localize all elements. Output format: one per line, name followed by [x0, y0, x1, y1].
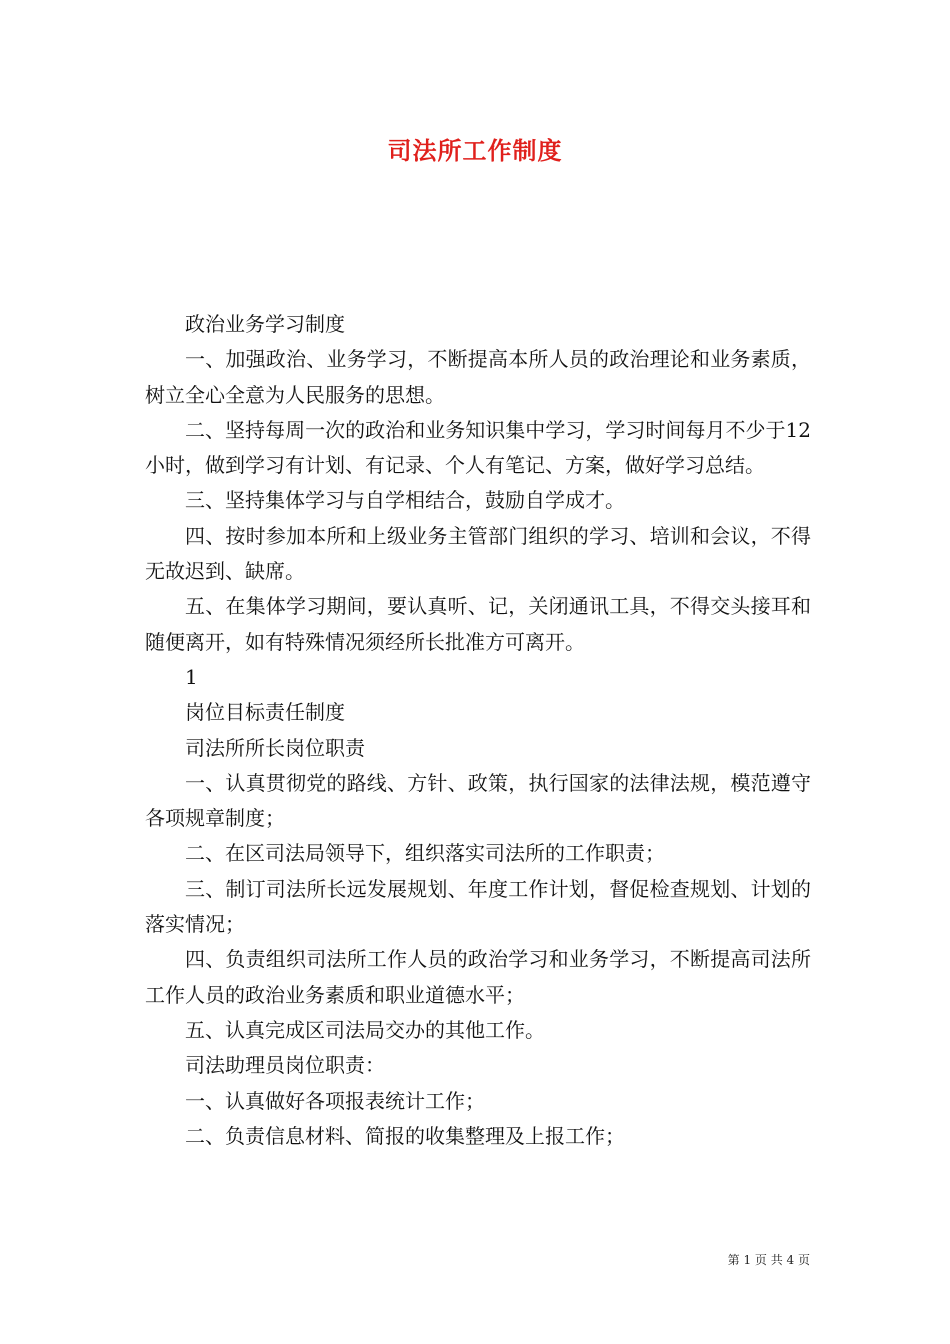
page-footer: 第 1 页 共 4 页 — [727, 1253, 810, 1267]
paragraph: 二、负责信息材料、简报的收集整理及上报工作； — [185, 1123, 625, 1148]
paragraph: 岗位目标责任制度 — [185, 700, 345, 725]
paragraph: 三、制订司法所长远发展规划、年度工作计划，督促检查规划、计划的落实情况； — [145, 876, 811, 937]
paragraph: 四、按时参加本所和上级业务主管部门组织的学习、培训和会议，不得无故迟到、缺席。 — [145, 523, 811, 584]
document-title: 司法所工作制度 — [387, 136, 563, 165]
paragraph: 三、坚持集体学习与自学相结合，鼓励自学成才。 — [185, 488, 625, 513]
paragraph: 一、认真贯彻党的路线、方针、政策，执行国家的法律法规，模范遵守各项规章制度； — [145, 770, 811, 831]
paragraph: 政治业务学习制度 — [185, 312, 345, 336]
paragraph: 1 — [185, 664, 198, 689]
paragraph: 二、在区司法局领导下，组织落实司法所的工作职责； — [185, 841, 665, 866]
paragraph: 五、在集体学习期间，要认真听、记，关闭通讯工具，不得交头接耳和随便离开，如有特殊情况须经所长批准方可离开。 — [145, 594, 811, 654]
paragraph: 司法所所长岗位职责 — [185, 735, 365, 760]
document-body — [145, 307, 811, 1154]
paragraph: 四、负责组织司法所工作人员的政治学习和业务学习，不断提高司法所工作人员的政治业务素质和职业道德水平； — [145, 947, 811, 1007]
paragraph: 一、加强政治、业务学习，不断提高本所人员的政治理论和业务素质，树立全心全意为人民服务的思想。 — [145, 347, 811, 407]
paragraph: 五、认真完成区司法局交办的其他工作。 — [185, 1017, 545, 1042]
paragraph: 二、坚持每周一次的政治和业务知识集中学习，学习时间每月不少于12小时，做到学习有计划、有记录、个人有笔记、方案，做好学习总结。 — [145, 417, 811, 478]
paragraph: 一、认真做好各项报表统计工作； — [185, 1088, 485, 1113]
paragraph: 司法助理员岗位职责： — [185, 1053, 385, 1078]
